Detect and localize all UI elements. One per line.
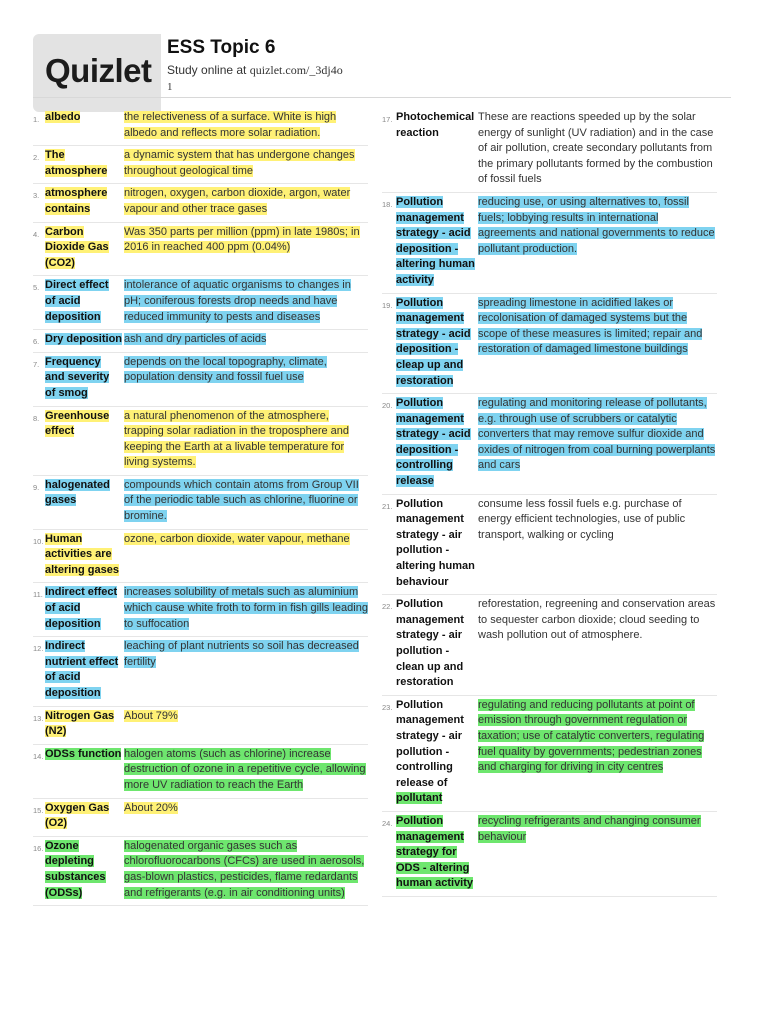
definition-text: About 79% <box>124 709 178 722</box>
definition-cell <box>124 148 368 179</box>
header-divider <box>33 97 731 98</box>
flashcard-row <box>33 146 368 184</box>
definition-text: recycling refrigerants and changing consumer behaviour <box>478 814 701 843</box>
right-column <box>382 108 717 897</box>
definition-text: intolerance of aquatic organisms to changes in pH; coniferous forests drop needs and have reduced immunity to pests and diseases <box>124 279 351 323</box>
term-text: Pollution management strategy - air pollution - clean up and restoration <box>396 598 464 689</box>
flashcard-row <box>33 330 368 353</box>
definition-cell <box>478 110 717 188</box>
flashcard-row <box>33 276 368 330</box>
term-cell <box>45 839 124 901</box>
flashcard-row <box>33 583 368 637</box>
definition-cell <box>124 110 368 141</box>
term-text: Oxygen Gas (O2) <box>45 801 110 830</box>
definition-cell <box>124 639 368 701</box>
term-cell <box>45 355 124 402</box>
term-cell <box>396 296 478 390</box>
term-cell <box>396 597 478 691</box>
term-text: Pollution management strategy - air pollution - controlling release of <box>396 698 464 789</box>
term-text: Pollution management strategy - acid deposition - altering human activity <box>396 195 475 286</box>
definition-cell <box>124 332 368 348</box>
term-cell <box>45 409 124 471</box>
term-cell <box>45 110 124 141</box>
definition-cell <box>124 409 368 471</box>
term-text: Indirect effect of acid deposition <box>45 586 118 630</box>
row-number: 24. <box>382 818 393 828</box>
term-text: Dry deposition <box>45 333 123 346</box>
row-number: 22. <box>382 602 393 612</box>
term-text: Indirect nutrient effect of acid deposition <box>45 640 119 699</box>
term-text: Pollution management strategy - air pollution - altering human behaviour <box>396 497 475 588</box>
term-text: Nitrogen Gas (N2) <box>45 709 115 738</box>
definition-text: spreading limestone in acidified lakes or recolonisation of damaged systems but the scope of these measures is limited; repair and restoration of damaged limestone buildings <box>478 296 703 356</box>
term-text-continued: pollutant <box>396 792 443 805</box>
term-cell <box>396 698 478 807</box>
definition-text: reforestation, regreening and conservation areas to sequester carbon dioxide; cloud seeding to wash pollution out of atmosphere. <box>478 598 716 642</box>
term-cell <box>45 186 124 217</box>
row-number: 21. <box>382 501 393 511</box>
flashcard-row <box>33 530 368 584</box>
definition-text: ozone, carbon dioxide, water vapour, methane <box>124 532 350 545</box>
definition-text: a natural phenomenon of the atmosphere, trapping solar radiation in the troposphere and keeping the Earth at a livable temperature for living systems. <box>124 409 350 469</box>
definition-cell <box>124 801 368 832</box>
flashcard-row <box>33 837 368 906</box>
row-number: 10. <box>33 536 44 546</box>
row-number: 12. <box>33 644 44 654</box>
term-cell <box>396 814 478 892</box>
row-number: 14. <box>33 751 44 761</box>
term-text: Pollution management strategy for ODS - altering human activity <box>396 814 474 890</box>
term-text: ODSs function <box>45 747 122 760</box>
definition-cell <box>124 225 368 272</box>
definition-cell <box>478 814 717 892</box>
row-number: 4. <box>33 229 40 239</box>
term-cell <box>45 585 124 632</box>
definition-cell <box>124 585 368 632</box>
flashcard-row <box>33 745 368 799</box>
term-text: Frequency and severity of smog <box>45 355 110 399</box>
definition-cell <box>124 355 368 402</box>
row-number: 2. <box>33 153 40 163</box>
flashcard-row <box>33 799 368 837</box>
definition-text: increases solubility of metals such as aluminium which cause white froth to form in fish gills leading to suffocation <box>124 586 368 630</box>
flashcard-row <box>382 394 717 495</box>
row-number: 20. <box>382 401 393 411</box>
term-cell <box>45 532 124 579</box>
flashcard-row <box>33 108 368 146</box>
term-text: halogenated gases <box>45 478 110 507</box>
definition-text: halogenated organic gases such as chlorofluorocarbons (CFCs) are used in aerosols, gas-blown plastics, pesticides, flame redardants and refrigerants (e.g. in air conditioning units) <box>124 839 365 899</box>
term-cell <box>45 709 124 740</box>
definition-cell <box>478 296 717 390</box>
left-column <box>33 108 368 906</box>
definition-cell <box>478 698 717 807</box>
term-cell <box>45 747 124 794</box>
study-url-link[interactable]: quizlet.com/_3dj4o <box>249 63 343 77</box>
definition-text: the relectiveness of a surface. White is high albedo and reflects more solar radiation. <box>124 111 337 139</box>
term-cell <box>45 801 124 832</box>
definition-text: compounds which contain atoms from Group VII of the periodic table such as chlorine, fluorine or bromine. <box>124 478 359 523</box>
definition-cell <box>124 532 368 579</box>
flashcard-row <box>382 495 717 596</box>
row-number: 23. <box>382 702 393 712</box>
flashcard-row <box>33 637 368 706</box>
definition-text: depends on the local topography, climate, population density and fossil fuel use <box>124 355 327 384</box>
definition-cell <box>478 396 717 490</box>
definition-text: regulating and monitoring release of pollutants, e.g. through use of scrubbers or catalytic converters that may remove sulfur dioxide and oxides of nitrogen from coal burning powerplants and cars <box>478 397 716 472</box>
definition-text: a dynamic system that has undergone changes throughout geological time <box>124 149 355 177</box>
flashcard-row <box>33 223 368 277</box>
term-cell <box>45 225 124 272</box>
definition-cell <box>478 597 717 691</box>
term-text: Human activities are altering gases <box>45 532 119 576</box>
definition-cell <box>124 709 368 740</box>
definition-text: halogen atoms (such as chlorine) increase destruction of ozone in a repetitive cycle, allowing more UV radiation to reach the Earth <box>124 747 366 791</box>
flashcard-row <box>33 353 368 407</box>
term-text: Carbon Dioxide Gas (CO2) <box>45 225 109 269</box>
flashcard-row <box>33 707 368 745</box>
term-cell <box>45 639 124 701</box>
page-number: 1 <box>167 81 173 93</box>
row-number: 17. <box>382 115 393 124</box>
definition-text: Was 350 parts per million (ppm) in late 1980s; in 2016 in reached 400 ppm (0.04%) <box>124 225 360 254</box>
definition-text: leaching of plant nutrients so soil has decreased fertility <box>124 640 359 668</box>
flashcard-row <box>382 193 717 294</box>
flashcard-row <box>382 294 717 395</box>
row-number: 16. <box>33 843 44 853</box>
term-text: Pollution management strategy - acid deposition - cleap up and restoration <box>396 296 471 387</box>
term-text: Pollution management strategy - acid deposition - controlling release <box>396 397 471 488</box>
definition-text: reducing use, or using alternatives to, fossil fuels; lobbying results in international agreements and national governments to reduce pollutant production. <box>478 195 715 255</box>
term-cell <box>45 478 124 525</box>
term-cell <box>396 497 478 591</box>
term-cell <box>45 278 124 325</box>
term-cell <box>396 110 478 188</box>
definition-text: regulating and reducing pollutants at point of emission through government regulation or taxation; use of catalytic converters, regulating fuel quality by governments; pedestrian zones and charging for driving in city centres <box>478 698 705 774</box>
term-cell <box>396 396 478 490</box>
term-text: Direct effect of acid deposition <box>45 279 109 323</box>
term-text: Photochemical reaction <box>396 111 475 139</box>
definition-cell <box>478 195 717 289</box>
flashcard-row <box>382 812 717 897</box>
study-online-line <box>167 63 343 78</box>
flashcard-row <box>382 696 717 812</box>
term-text: albedo <box>45 111 81 123</box>
logo-text: Quizlet <box>45 52 152 89</box>
row-number: 7. <box>33 359 40 369</box>
term-cell <box>45 332 124 348</box>
row-number: 19. <box>382 300 393 310</box>
definition-cell <box>124 839 368 901</box>
row-number: 11. <box>33 590 43 600</box>
term-text: atmosphere contains <box>45 187 108 215</box>
definition-text: consume less fossil fuels e.g. purchase of energy efficient technologies, use of public transport, walking or cycling <box>478 497 686 541</box>
definition-cell <box>124 186 368 217</box>
term-text: The atmosphere <box>45 149 108 177</box>
term-text: Ozone depleting substances (ODSs) <box>45 839 106 899</box>
term-cell <box>45 148 124 179</box>
row-number: 6. <box>33 337 40 347</box>
definition-cell <box>124 278 368 325</box>
flashcard-row <box>382 595 717 696</box>
row-number: 15. <box>33 805 44 815</box>
definition-cell <box>478 497 717 591</box>
row-number: 13. <box>33 713 44 723</box>
definition-text: About 20% <box>124 801 178 814</box>
definition-cell <box>124 747 368 794</box>
row-number: 9. <box>33 482 40 492</box>
row-number: 5. <box>33 283 40 293</box>
definition-text: These are reactions speeded up by the solar energy of sunlight (UV radiation) and in the case of air pollution, create secondary pollutants from the primary pollutants formed by the combustion of fossil fuels <box>478 111 714 186</box>
row-number: 3. <box>33 191 40 201</box>
quizlet-logo <box>33 34 161 112</box>
term-text: Greenhouse effect <box>45 409 110 438</box>
flashcard-row <box>382 108 717 193</box>
definition-cell <box>124 478 368 525</box>
flashcard-row <box>33 184 368 222</box>
page-title: ESS Topic 6 <box>167 37 276 58</box>
term-cell <box>396 195 478 289</box>
row-number: 1. <box>33 115 40 124</box>
row-number: 18. <box>382 199 393 209</box>
subtitle-prefix: Study online at <box>167 63 250 77</box>
definition-text: ash and dry particles of acids <box>124 333 267 346</box>
row-number: 8. <box>33 413 40 423</box>
definition-text: nitrogen, oxygen, carbon dioxide, argon, water vapour and other trace gases <box>124 187 351 215</box>
flashcard-row <box>33 407 368 476</box>
flashcard-row <box>33 476 368 530</box>
